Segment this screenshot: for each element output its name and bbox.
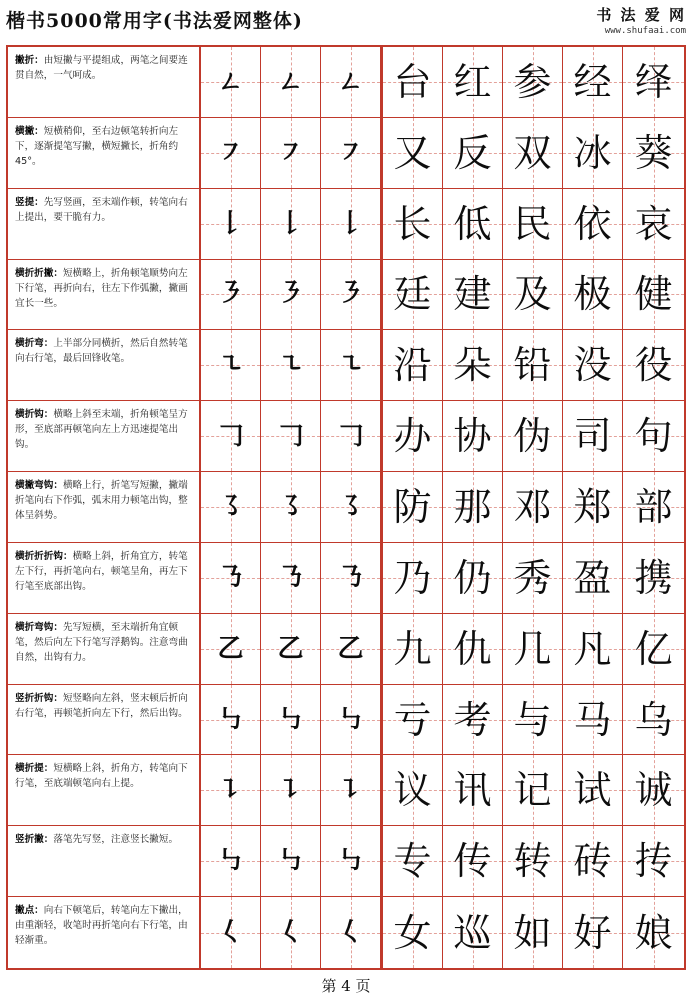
stroke-example-cell — [321, 543, 381, 613]
stroke-name: 横折弯： — [15, 338, 54, 350]
stroke-description — [8, 401, 201, 471]
character-cell — [503, 401, 563, 471]
example-character: 盈 — [573, 555, 612, 600]
stroke-example-cell — [261, 260, 321, 330]
stroke-desc-text: 由短撇与平提组成，两笔之间要连贯自然，一气呵成。 — [15, 55, 188, 81]
site-url: www.shufaai.com — [604, 26, 686, 36]
stroke-row — [8, 260, 684, 331]
stroke-example-cell — [201, 401, 261, 471]
stroke-row — [8, 614, 684, 685]
character-cell — [383, 614, 443, 684]
character-cell — [623, 189, 684, 259]
stroke-name: 横折钩： — [15, 409, 54, 421]
stroke-description — [8, 755, 201, 825]
character-cell — [383, 826, 443, 896]
character-cell — [623, 614, 684, 684]
column-separator — [381, 118, 383, 188]
stroke-example-cell — [321, 826, 381, 896]
stroke-glyph: ㇌ — [217, 491, 244, 522]
example-character: 亿 — [634, 626, 673, 671]
character-cell — [623, 897, 684, 968]
character-cell — [623, 401, 684, 471]
example-character: 防 — [393, 484, 432, 529]
stroke-example-cell — [321, 897, 381, 968]
stroke-row — [8, 330, 684, 401]
stroke-example-cell — [321, 685, 381, 755]
stroke-glyph: ㇇ — [277, 137, 304, 168]
example-character: 建 — [453, 272, 492, 317]
stroke-example-cell — [261, 614, 321, 684]
stroke-glyph: ㇊ — [337, 775, 364, 806]
character-cell — [503, 260, 563, 330]
example-character: 马 — [573, 697, 612, 742]
character-cell — [623, 260, 684, 330]
example-character: 长 — [393, 201, 432, 246]
example-character: 经 — [573, 59, 612, 104]
example-character: 记 — [513, 768, 552, 813]
stroke-name: 竖折折钩： — [15, 692, 63, 704]
character-cell — [443, 685, 503, 755]
character-cell — [383, 685, 443, 755]
stroke-glyph: ㇉ — [337, 704, 364, 735]
stroke-example-cell — [321, 614, 381, 684]
stroke-desc-text: 横略上斜至末端，折角顿笔呈方形，至底部再顿笔向左上方迅速提笔出钩。 — [15, 409, 188, 451]
stroke-description — [8, 47, 201, 117]
stroke-desc-text: 短横略上，折角顿笔顺势向左下行笔，再折向右，往左下作弧撇，撇画宜长一些。 — [15, 267, 188, 309]
stroke-desc-text: 横略上行，折笔写短撇，撇端折笔向右下作弧，弧末用力顿笔出钩，整体呈斜势。 — [15, 480, 188, 522]
stroke-example-cell — [201, 685, 261, 755]
stroke-glyph: ㇇ — [337, 137, 364, 168]
example-character: 司 — [573, 414, 612, 459]
stroke-glyph: 𡿨 — [217, 917, 244, 948]
character-cell — [443, 472, 503, 542]
character-cell — [383, 330, 443, 400]
example-character: 亏 — [393, 697, 432, 742]
character-cell — [503, 118, 563, 188]
character-cell — [563, 614, 623, 684]
example-character: 仍 — [453, 555, 492, 600]
stroke-example-cell — [201, 189, 261, 259]
example-character: 凡 — [573, 626, 612, 671]
example-character: 转 — [513, 839, 552, 884]
character-cell — [623, 47, 684, 117]
column-separator — [381, 401, 383, 471]
example-character: 部 — [634, 484, 673, 529]
stroke-glyph: ㇌ — [337, 491, 364, 522]
example-character: 娘 — [634, 910, 673, 955]
stroke-example-cell — [201, 897, 261, 968]
example-character: 哀 — [634, 201, 673, 246]
character-cell — [503, 472, 563, 542]
example-character: 议 — [393, 768, 432, 813]
site-name: 书 法 爱 网 — [596, 6, 686, 24]
character-cell — [503, 755, 563, 825]
column-separator — [381, 685, 383, 755]
character-cell — [383, 260, 443, 330]
stroke-glyph: 乙 — [217, 633, 244, 664]
example-character: 试 — [573, 768, 612, 813]
column-separator — [381, 897, 383, 968]
stroke-example-cell — [261, 47, 321, 117]
stroke-example-cell — [201, 260, 261, 330]
stroke-row — [8, 47, 684, 118]
stroke-example-cell — [261, 826, 321, 896]
stroke-glyph: ㄥ — [217, 66, 244, 97]
stroke-row — [8, 543, 684, 614]
example-character: 乃 — [393, 555, 432, 600]
stroke-glyph: 𡿨 — [337, 917, 364, 948]
character-cell — [563, 260, 623, 330]
stroke-glyph: ㇊ — [217, 775, 244, 806]
stroke-row — [8, 685, 684, 756]
stroke-name: 竖提： — [15, 196, 44, 208]
column-separator — [381, 755, 383, 825]
example-character: 邓 — [513, 484, 552, 529]
example-character: 讯 — [453, 768, 492, 813]
character-cell — [383, 189, 443, 259]
column-separator — [381, 543, 383, 613]
example-character: 役 — [634, 343, 673, 388]
stroke-glyph: ㇉ — [277, 846, 304, 877]
stroke-glyph: 𡿨 — [277, 917, 304, 948]
example-character: 依 — [573, 201, 612, 246]
example-character: 砖 — [573, 839, 612, 884]
character-cell — [383, 472, 443, 542]
stroke-description — [8, 189, 201, 259]
character-cell — [563, 472, 623, 542]
character-cell — [443, 118, 503, 188]
stroke-glyph: 𠃌 — [277, 421, 304, 452]
stroke-row — [8, 755, 684, 826]
column-separator — [381, 472, 383, 542]
stroke-description — [8, 330, 201, 400]
example-character: 那 — [453, 484, 492, 529]
stroke-example-cell — [321, 47, 381, 117]
stroke-description — [8, 472, 201, 542]
example-character: 好 — [573, 910, 612, 955]
character-cell — [563, 189, 623, 259]
stroke-glyph: 𠄌 — [217, 208, 244, 239]
example-character: 与 — [513, 697, 552, 742]
character-cell — [563, 826, 623, 896]
character-cell — [623, 755, 684, 825]
stroke-example-cell — [261, 897, 321, 968]
stroke-description — [8, 614, 201, 684]
character-cell — [383, 897, 443, 968]
example-character: 巡 — [453, 910, 492, 955]
column-separator — [381, 260, 383, 330]
stroke-description — [8, 118, 201, 188]
stroke-desc-text: 先写竖画，至末端作顿，转笔向右上提出，要干脆有力。 — [15, 196, 188, 223]
stroke-glyph: ㇌ — [277, 491, 304, 522]
character-cell — [623, 543, 684, 613]
stroke-glyph: ㇇ — [217, 137, 244, 168]
example-character: 红 — [453, 59, 492, 104]
stroke-name: 撇点： — [15, 905, 44, 917]
example-character: 专 — [393, 839, 432, 884]
character-cell — [383, 543, 443, 613]
character-cell — [443, 897, 503, 968]
character-cell — [623, 472, 684, 542]
stroke-glyph: ㇍ — [277, 350, 304, 381]
page-header — [0, 0, 692, 44]
example-character: 携 — [634, 555, 673, 600]
character-cell — [443, 330, 503, 400]
stroke-example-cell — [201, 755, 261, 825]
stroke-name: 横撇弯钩： — [15, 480, 63, 492]
stroke-description — [8, 685, 201, 755]
stroke-name: 撇折： — [15, 55, 44, 66]
stroke-example-cell — [321, 472, 381, 542]
stroke-example-cell — [261, 330, 321, 400]
character-cell — [443, 755, 503, 825]
stroke-desc-text: 先写短横，至末端折角宜顿笔，然后向左下行笔写浮鹅钩。注意弯曲自然，出钩有力。 — [15, 621, 188, 663]
stroke-example-cell — [321, 260, 381, 330]
character-cell — [503, 614, 563, 684]
example-character: 参 — [513, 59, 552, 104]
character-cell — [623, 330, 684, 400]
example-character: 朵 — [453, 343, 492, 388]
stroke-practice-grid — [6, 45, 686, 970]
stroke-example-cell — [201, 614, 261, 684]
stroke-glyph: 𠃌 — [337, 421, 364, 452]
stroke-description — [8, 826, 201, 896]
example-character: 绎 — [634, 59, 673, 104]
stroke-row — [8, 472, 684, 543]
example-character: 廷 — [393, 272, 432, 317]
example-character: 考 — [453, 697, 492, 742]
stroke-glyph: 乙 — [337, 633, 364, 664]
stroke-glyph: ㄥ — [337, 66, 364, 97]
stroke-example-cell — [201, 472, 261, 542]
character-cell — [383, 401, 443, 471]
stroke-glyph: ㇉ — [217, 704, 244, 735]
stroke-desc-text: 上半部分同横折，然后自然转笔向右行笔，最后回锋收笔。 — [15, 338, 188, 365]
character-cell — [443, 826, 503, 896]
stroke-name: 横折折撇： — [15, 267, 63, 279]
example-character: 沿 — [393, 343, 432, 388]
stroke-glyph: ㇡ — [277, 562, 304, 593]
stroke-example-cell — [321, 401, 381, 471]
character-cell — [563, 897, 623, 968]
example-character: 低 — [453, 201, 492, 246]
stroke-example-cell — [201, 543, 261, 613]
character-cell — [623, 685, 684, 755]
stroke-glyph: ㇉ — [277, 704, 304, 735]
stroke-example-cell — [261, 685, 321, 755]
stroke-desc-text: 向右下顿笔后，转笔向左下撇出，由重渐轻，收笔时再折笔向右下行笔，由轻渐重。 — [15, 905, 188, 947]
stroke-example-cell — [261, 755, 321, 825]
stroke-example-cell — [261, 401, 321, 471]
character-cell — [503, 189, 563, 259]
example-character: 几 — [513, 626, 552, 671]
character-cell — [563, 543, 623, 613]
stroke-description — [8, 260, 201, 330]
column-separator — [381, 47, 383, 117]
stroke-example-cell — [261, 543, 321, 613]
stroke-row — [8, 897, 684, 968]
character-cell — [443, 543, 503, 613]
character-cell — [383, 755, 443, 825]
character-cell — [443, 189, 503, 259]
stroke-glyph: ㄥ — [277, 66, 304, 97]
example-character: 乌 — [634, 697, 673, 742]
character-cell — [503, 47, 563, 117]
character-cell — [443, 260, 503, 330]
stroke-example-cell — [321, 118, 381, 188]
stroke-glyph: 𠄌 — [337, 208, 364, 239]
column-separator — [381, 330, 383, 400]
example-character: 民 — [513, 201, 552, 246]
stroke-name: 横撇： — [15, 125, 44, 137]
stroke-glyph: ㇡ — [217, 562, 244, 593]
stroke-desc-text: 横略上斜，折角宜方，转笔左下行，再折笔向右，顿笔呈角，再左下行笔至底部出钩。 — [15, 550, 188, 592]
example-character: 秀 — [513, 555, 552, 600]
stroke-name: 横折提： — [15, 763, 54, 775]
character-cell — [503, 826, 563, 896]
stroke-example-cell — [201, 47, 261, 117]
example-character: 反 — [453, 130, 492, 175]
character-cell — [503, 685, 563, 755]
stroke-desc-text: 落笔先写竖，注意竖长撇短。 — [53, 834, 179, 846]
character-cell — [563, 118, 623, 188]
stroke-name: 横折弯钩： — [15, 621, 63, 633]
stroke-example-cell — [261, 472, 321, 542]
example-character: 及 — [513, 272, 552, 317]
example-character: 传 — [453, 839, 492, 884]
stroke-row — [8, 401, 684, 472]
character-cell — [443, 614, 503, 684]
stroke-glyph: 𠄌 — [277, 208, 304, 239]
character-cell — [563, 330, 623, 400]
character-cell — [563, 755, 623, 825]
example-character: 冰 — [573, 130, 612, 175]
example-character: 台 — [393, 59, 432, 104]
example-character: 葵 — [634, 130, 673, 175]
stroke-example-cell — [321, 755, 381, 825]
example-character: 女 — [393, 910, 432, 955]
example-character: 句 — [634, 414, 673, 459]
stroke-example-cell — [321, 189, 381, 259]
example-character: 诚 — [634, 768, 673, 813]
stroke-example-cell — [261, 118, 321, 188]
stroke-name: 竖折撇： — [15, 834, 54, 846]
stroke-example-cell — [321, 330, 381, 400]
stroke-glyph: ㇊ — [277, 775, 304, 806]
column-separator — [381, 826, 383, 896]
example-character: 伪 — [513, 414, 552, 459]
column-separator — [381, 189, 383, 259]
character-cell — [563, 47, 623, 117]
character-cell — [383, 118, 443, 188]
stroke-desc-text: 短竖略向左斜，竖末顿后折向右行笔，再顿笔折向左下行，然后出钩。 — [15, 692, 188, 719]
stroke-glyph: ㇋ — [217, 279, 244, 310]
stroke-glyph: 𠃌 — [217, 421, 244, 452]
stroke-example-cell — [261, 189, 321, 259]
stroke-glyph: ㇋ — [337, 279, 364, 310]
example-character: 抟 — [634, 839, 673, 884]
character-cell — [563, 401, 623, 471]
example-character: 九 — [393, 626, 432, 671]
character-cell — [443, 47, 503, 117]
example-character: 郑 — [573, 484, 612, 529]
character-cell — [503, 897, 563, 968]
example-character: 极 — [573, 272, 612, 317]
site-watermark — [596, 4, 686, 36]
stroke-glyph: ㇍ — [217, 350, 244, 381]
character-cell — [503, 543, 563, 613]
stroke-glyph: ㇋ — [277, 279, 304, 310]
example-character: 健 — [634, 272, 673, 317]
character-cell — [623, 826, 684, 896]
stroke-glyph: ㇡ — [337, 562, 364, 593]
example-character: 双 — [513, 130, 552, 175]
example-character: 如 — [513, 910, 552, 955]
stroke-row — [8, 118, 684, 189]
character-cell — [623, 118, 684, 188]
example-character: 铅 — [513, 343, 552, 388]
example-character: 仇 — [453, 626, 492, 671]
stroke-row — [8, 189, 684, 260]
stroke-glyph: ㇍ — [337, 350, 364, 381]
stroke-name: 横折折折钩： — [15, 550, 73, 562]
stroke-example-cell — [201, 118, 261, 188]
example-character: 又 — [393, 130, 432, 175]
page-title: 楷书5000常用字(书法爱网整体) — [6, 10, 303, 32]
stroke-description — [8, 897, 201, 968]
character-cell — [383, 47, 443, 117]
stroke-description — [8, 543, 201, 613]
stroke-glyph: ㇉ — [217, 846, 244, 877]
stroke-example-cell — [201, 826, 261, 896]
stroke-glyph: 乙 — [277, 633, 304, 664]
example-character: 没 — [573, 343, 612, 388]
example-character: 办 — [393, 414, 432, 459]
stroke-desc-text: 短横略上斜，折角方，转笔向下行笔，至底端顿笔向右上提。 — [15, 763, 188, 790]
column-separator — [381, 614, 383, 684]
character-cell — [503, 330, 563, 400]
stroke-desc-text: 短横稍仰，至右边顿笔转折向左下，逐渐提笔写撇，横短撇长，折角约 45°。 — [15, 125, 179, 167]
page-number: 第 4 页 — [321, 977, 371, 995]
character-cell — [563, 685, 623, 755]
character-cell — [443, 401, 503, 471]
example-character: 协 — [453, 414, 492, 459]
stroke-example-cell — [201, 330, 261, 400]
stroke-row — [8, 826, 684, 897]
stroke-glyph: ㇉ — [337, 846, 364, 877]
